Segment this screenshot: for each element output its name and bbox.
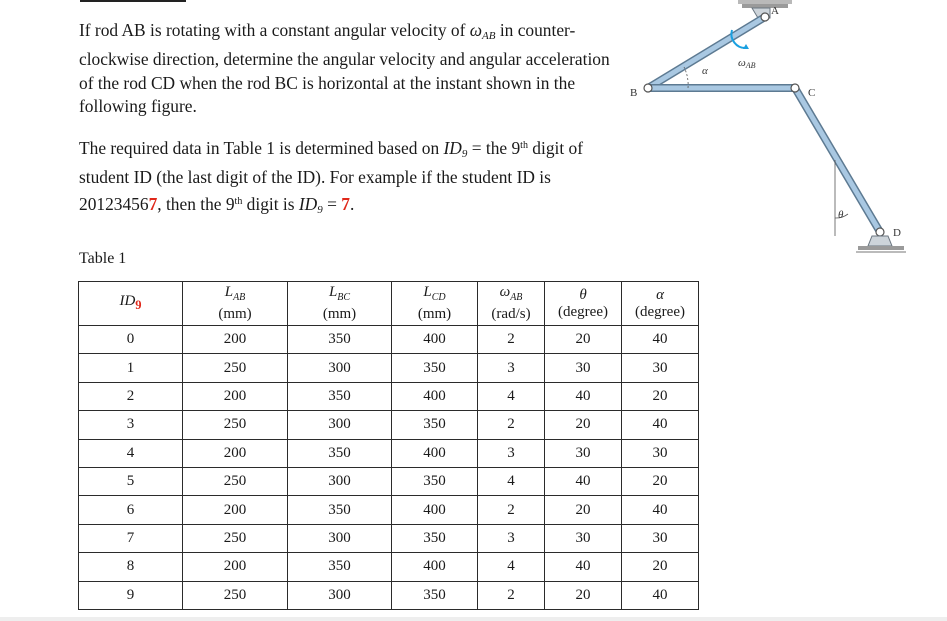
header-lab: $L_{AB}$ (mm) — [183, 282, 288, 326]
table-cell: 350 — [288, 553, 392, 581]
table-cell: 40 — [622, 581, 699, 609]
label-theta: θ — [838, 209, 844, 221]
table-cell: 350 — [288, 382, 392, 410]
table-cell: 350 — [288, 439, 392, 467]
table-cell: 30 — [545, 354, 622, 382]
data-instructions: The required data in Table 1 is determined based on $ID_9$ = the 9th digit of student ID (the last digit of the ID). For example if the student ID is 201234567, then the 9th digit is $ID_9 = 7$. — [79, 138, 584, 216]
table-cell: 3 — [478, 524, 545, 552]
table-cell: 40 — [545, 467, 622, 495]
table-cell: 250 — [183, 411, 288, 439]
table-cell: 3 — [478, 439, 545, 467]
table-cell: 7 — [79, 524, 183, 552]
table-cell: 200 — [183, 496, 288, 524]
table-cell: 2 — [478, 411, 545, 439]
table-cell: 9 — [79, 581, 183, 609]
table-cell: 40 — [545, 382, 622, 410]
table-cell: 20 — [545, 411, 622, 439]
table-cell: 30 — [545, 524, 622, 552]
table-cell: 30 — [545, 439, 622, 467]
table-cell: 300 — [288, 581, 392, 609]
header-id9: $ID_9$ — [79, 282, 183, 326]
table-cell: 200 — [183, 326, 288, 354]
table-row — [79, 581, 699, 609]
pin-d — [876, 228, 884, 236]
label-alpha: α — [702, 65, 708, 77]
label-c: C — [808, 87, 816, 99]
label-d: D — [893, 227, 901, 239]
table-cell: 350 — [288, 326, 392, 354]
table-cell: 20 — [622, 467, 699, 495]
mechanism-figure — [620, 0, 920, 262]
table-row — [79, 354, 699, 382]
table-cell: 40 — [622, 326, 699, 354]
table-cell: 5 — [79, 467, 183, 495]
table-cell: 30 — [622, 524, 699, 552]
table-row — [79, 553, 699, 581]
table-cell: 3 — [478, 354, 545, 382]
header-theta: θ (degree) — [545, 282, 622, 326]
table-cell: 400 — [392, 382, 478, 410]
answer-digit: 7 — [341, 193, 350, 214]
table-cell: 250 — [183, 524, 288, 552]
table-header-row — [79, 282, 699, 326]
table-cell: 400 — [392, 439, 478, 467]
table-cell: 200 — [183, 553, 288, 581]
table-cell: 20 — [622, 553, 699, 581]
table-row — [79, 496, 699, 524]
header-lbc: $L_{BC}$ (mm) — [288, 282, 392, 326]
table-cell: 40 — [545, 553, 622, 581]
pin-c — [791, 84, 799, 92]
pin-a — [761, 13, 769, 21]
header-alpha: α (degree) — [622, 282, 699, 326]
table-cell: 20 — [545, 326, 622, 354]
top-rule — [80, 0, 186, 2]
table-cell: 0 — [79, 326, 183, 354]
table-cell: 2 — [478, 496, 545, 524]
table-cell: 8 — [79, 553, 183, 581]
table-cell: 2 — [478, 326, 545, 354]
data-table — [78, 281, 699, 610]
table-cell: 4 — [478, 382, 545, 410]
table-cell: 350 — [392, 581, 478, 609]
table-row — [79, 326, 699, 354]
table-cell: 40 — [622, 496, 699, 524]
table-cell: 300 — [288, 354, 392, 382]
highlighted-digit: 7 — [148, 193, 158, 214]
header-lcd: $L_{CD}$ (mm) — [392, 282, 478, 326]
table-cell: 4 — [79, 439, 183, 467]
pin-b — [644, 84, 652, 92]
table-cell: 400 — [392, 553, 478, 581]
table-row — [79, 524, 699, 552]
table-row — [79, 467, 699, 495]
table-cell: 300 — [288, 467, 392, 495]
label-a: A — [771, 5, 779, 17]
table-row — [79, 411, 699, 439]
table-cell: 20 — [622, 382, 699, 410]
table-cell: 250 — [183, 467, 288, 495]
header-omega: $\omega_{AB}$ (rad/s) — [478, 282, 545, 326]
label-omega: ωAB — [738, 57, 756, 70]
table-cell: 6 — [79, 496, 183, 524]
table-cell: 400 — [392, 496, 478, 524]
label-b: B — [630, 87, 638, 99]
table-cell: 4 — [478, 467, 545, 495]
table-cell: 20 — [545, 496, 622, 524]
table-cell: 30 — [622, 439, 699, 467]
table-cell: 2 — [79, 382, 183, 410]
table-cell: 300 — [288, 524, 392, 552]
table-cell: 3 — [79, 411, 183, 439]
table-cell: 2 — [478, 581, 545, 609]
table-cell: 350 — [392, 467, 478, 495]
table-cell: 200 — [183, 439, 288, 467]
table-cell: 30 — [622, 354, 699, 382]
table-cell: 4 — [478, 553, 545, 581]
table-cell: 40 — [622, 411, 699, 439]
problem-statement: If rod AB is rotating with a constant angular velocity of $\omega_{AB}$ in counter-clockwise direction, determine the angular velocity and angular acceleration of the rod CD when the rod BC is horizontal at the instant shown in the following figure. — [79, 20, 610, 116]
table-cell: 1 — [79, 354, 183, 382]
table-cell: 250 — [183, 354, 288, 382]
table-cell: 200 — [183, 382, 288, 410]
table-caption: Table 1 — [79, 250, 127, 267]
table-cell: 350 — [288, 496, 392, 524]
table-cell: 350 — [392, 524, 478, 552]
table-cell: 20 — [545, 581, 622, 609]
table-cell: 350 — [392, 411, 478, 439]
table-row — [79, 382, 699, 410]
table-cell: 350 — [392, 354, 478, 382]
table-cell: 400 — [392, 326, 478, 354]
bottom-edge — [0, 617, 947, 621]
table-cell: 250 — [183, 581, 288, 609]
table-row — [79, 439, 699, 467]
table-cell: 300 — [288, 411, 392, 439]
